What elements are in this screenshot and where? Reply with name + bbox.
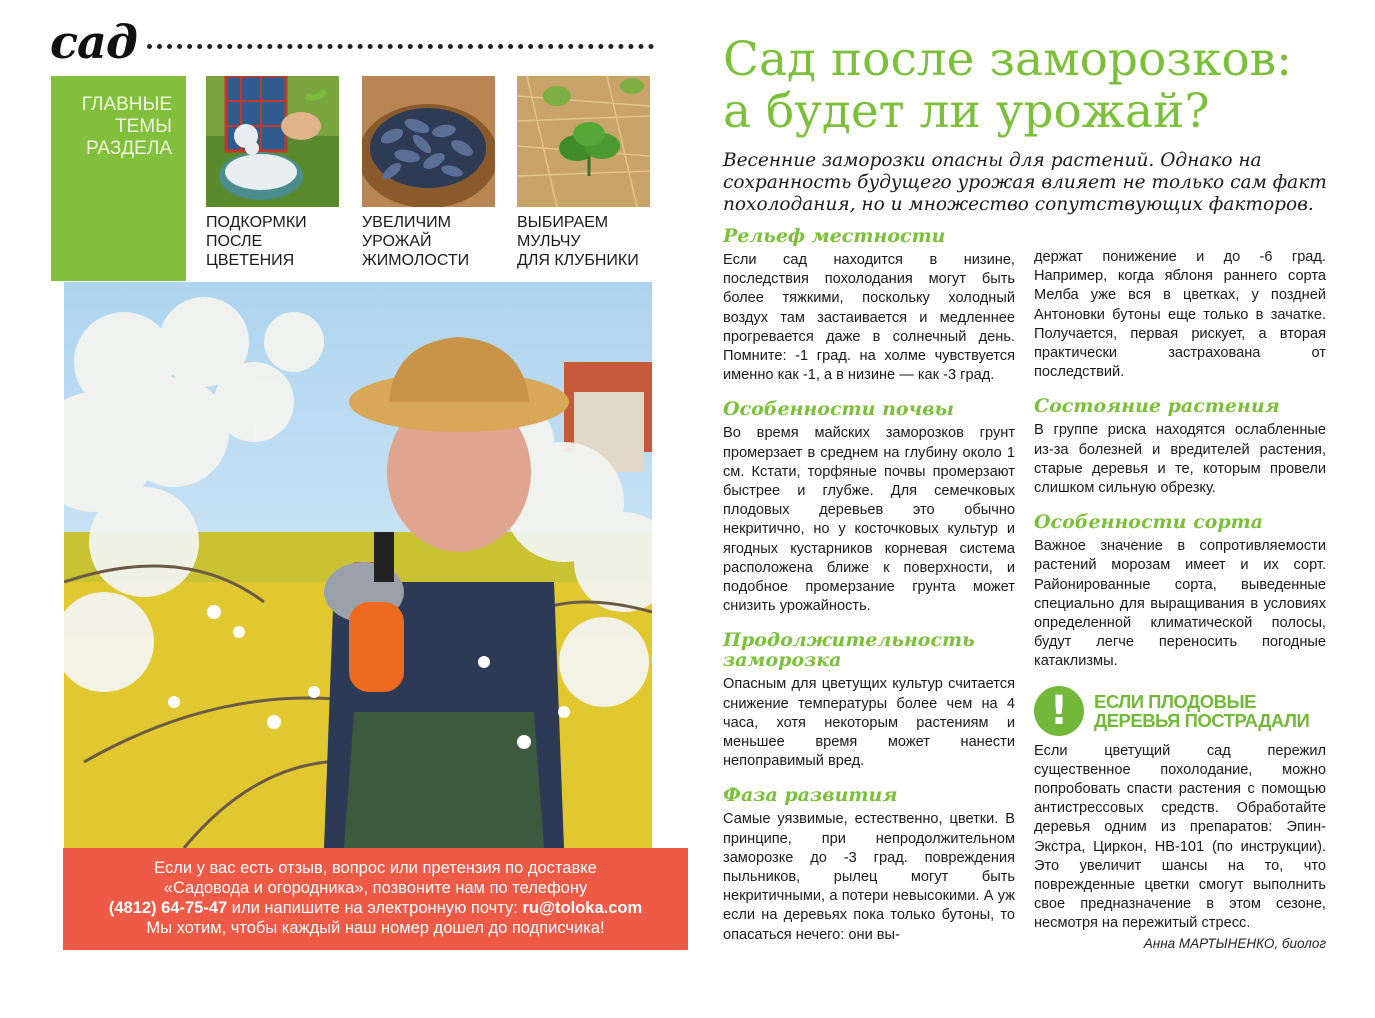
topic-caption-strawberry[interactable]: ВЫБИРАЕМ МУЛЬЧУ ДЛЯ КЛУБНИКИ xyxy=(517,214,639,269)
topic-thumb-fertilizing[interactable] xyxy=(206,76,339,207)
gardener-illustration xyxy=(64,282,652,848)
section-dotted-rule xyxy=(147,44,654,50)
strawberry-image xyxy=(517,76,650,207)
fertilizer-image xyxy=(206,76,339,207)
heading-variety: Особенности сорта xyxy=(1034,511,1264,534)
honeysuckle-image xyxy=(362,76,495,207)
article-lead: Весенние заморозки опасны для растений. Однако на сохранность будущего урожая влияет не только сам факт похолодания, но и множество сопутствующих факторов. xyxy=(723,150,1327,215)
topic-thumb-strawberry[interactable] xyxy=(517,76,650,207)
section-title: сад xyxy=(50,15,137,69)
notice-phone[interactable]: (4812) 64-75-47 xyxy=(108,899,228,917)
heading-plant-state: Состояние растения xyxy=(1034,395,1280,418)
delivery-notice xyxy=(63,848,688,950)
topic-thumb-honeysuckle[interactable] xyxy=(362,76,495,207)
article-column-1 xyxy=(723,226,1015,945)
article-headline: Сад после заморозков: а будет ли урожай? xyxy=(723,32,1292,139)
text-soil: Во время майских заморозков грунт промерзает в среднем на глубину около 1 см. Кстати, торфяные почвы промерзают быстрее и глубже. Для семечковых плодовых деревьев это обычно некритично, но у косточковых культур и ягодных кустарников корневая система расположена ближе к поверхности, и подобное промерзание грунта может снизить урожайность. xyxy=(723,425,1015,615)
text-phase-part2: держат понижение и до -6 град. Например, когда яблоня раннего сорта Мелба уже вся в цветках, у поздней Антоновки бутоны еще только в зачатке. Получается, первая рискует, а вторая практически застрахована от последствий. xyxy=(1034,249,1326,381)
text-relief: Если сад находится в низине, последствия похолодания могут быть более тяжкими, поскольку холодный воздух там застаивается и медленнее прогревается даже в солнечный день. Помните: -1 град. на холме чувствуется именно как -1, а в низине — как -3 град. xyxy=(723,252,1015,384)
alert-header xyxy=(1034,686,1326,736)
gardener-photo xyxy=(64,282,652,848)
text-duration: Опасным для цветущих культур считается снижение температуры более чем на 4 часа, хотя некоторым растениям и меньшее время может нанести непоправимый вред. xyxy=(723,676,1015,770)
notice-line-1: Если у вас есть отзыв, вопрос или претензия по доставке xyxy=(154,859,597,877)
notice-line-4: Мы хотим, чтобы каждый наш номер дошел до подписчика! xyxy=(146,919,605,937)
heading-phase: Фаза развития xyxy=(723,784,898,807)
topic-caption-fertilizing[interactable]: ПОДКОРМКИ ПОСЛЕ ЦВЕТЕНИЯ xyxy=(206,214,307,269)
text-phase-part1: Самые уязвимые, естественно, цветки. В принципе, при непродолжительном заморозке до -3 град. повреждения пыльников, рылец могут быть некритичными, а потери невысокими. А уж если на деревьях пока только бутоны, то опасаться нечего: они вы- xyxy=(723,811,1015,943)
heading-relief: Рельеф местности xyxy=(723,225,946,247)
notice-line-2: «Садовода и огородника», позвоните нам по телефону xyxy=(163,879,588,897)
exclamation-icon: ! xyxy=(1034,686,1084,736)
text-variety: Важное значение в сопротивляемости растений морозам имеет и их сорт. Районированные сорта, выведенные специально для выращивания в условиях определенной климатической полосы, будут легче переносить погодные катаклизмы. xyxy=(1034,538,1326,670)
notice-email[interactable]: ru@toloka.com xyxy=(522,899,643,917)
article-author: Анна МАРТЫНЕНКО, биолог xyxy=(1143,935,1326,951)
topics-panel xyxy=(51,76,186,281)
article-column-2 xyxy=(1034,248,1326,951)
heading-soil: Особенности почвы xyxy=(723,398,954,421)
alert-text: Если цветущий сад пережил существенное похолодание, можно попробовать спасти растения с помощью антистрессовых средств. Обработайте деревья одним из препаратов: Эпин-Экстра, Циркон, НВ-101 (по инструкции). Это увеличит шансы на то, что поврежденные цветки смогут выполнить свое предназначение в этом сезоне, несмотря на пережитый стресс. xyxy=(1034,742,1326,932)
text-plant-state: В группе риска находятся ослабленные из-за болезней и вредителей растения, старые деревья и те, которым провели слишком сильную обрезку. xyxy=(1034,422,1326,497)
topics-label: ГЛАВНЫЕ ТЕМЫ РАЗДЕЛА xyxy=(81,94,172,159)
topic-caption-honeysuckle[interactable]: УВЕЛИЧИМ УРОЖАЙ ЖИМОЛОСТИ xyxy=(362,214,470,269)
alert-title: ЕСЛИ ПЛОДОВЫЕ ДЕРЕВЬЯ ПОСТРАДАЛИ xyxy=(1094,690,1310,731)
heading-duration: Продолжительность заморозка xyxy=(723,629,975,672)
notice-line-3: (4812) 64-75-47 или напишите на электронную почту: ru@toloka.com xyxy=(108,899,643,917)
